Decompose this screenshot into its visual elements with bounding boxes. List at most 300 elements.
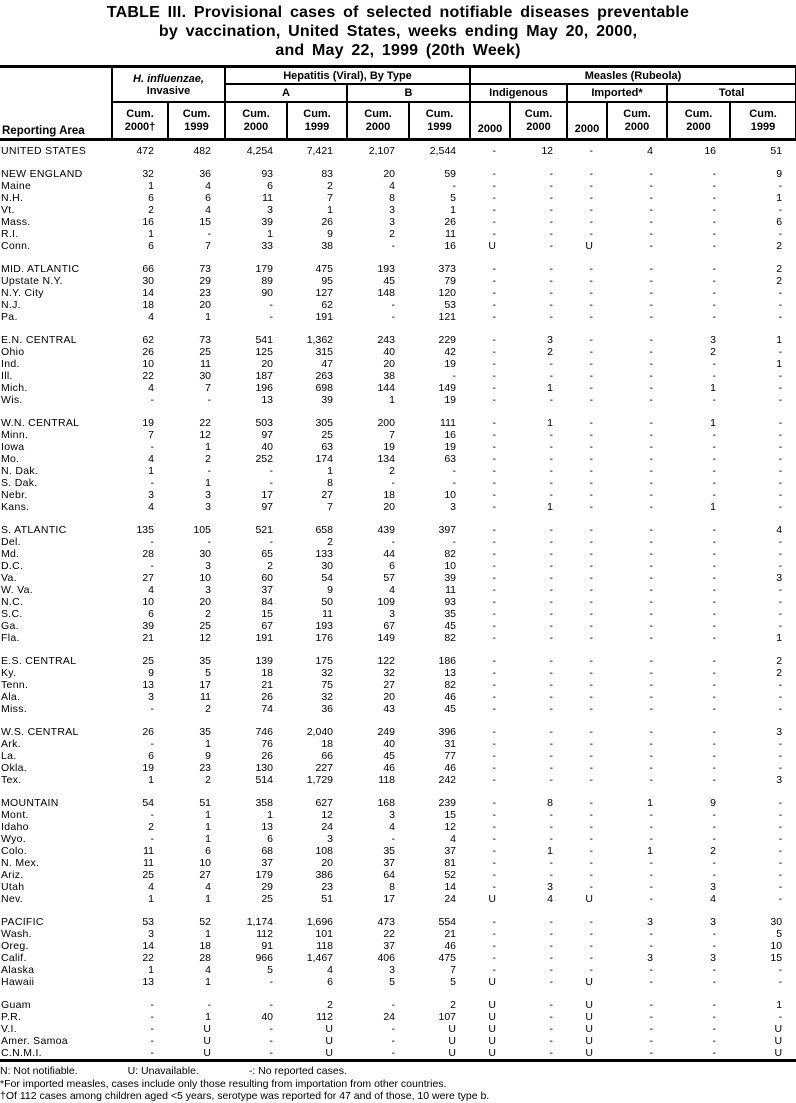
value-cell: - xyxy=(589,168,594,180)
value-cell: - xyxy=(549,465,554,477)
value-cell: 3 xyxy=(267,204,273,216)
value-cell: 1 xyxy=(776,632,783,644)
value-cell: 473 xyxy=(377,916,395,928)
value-cell: - xyxy=(778,346,783,358)
value-cell: - xyxy=(589,358,594,370)
value-cell: - xyxy=(549,726,554,738)
reporting-area-cell: N.C. xyxy=(1,596,24,608)
table-row xyxy=(0,299,796,311)
value-cell: - xyxy=(492,952,497,964)
value-cell: - xyxy=(589,228,594,240)
value-cell: 14 xyxy=(142,287,154,299)
value-cell: - xyxy=(778,370,783,382)
reporting-area-cell: Md. xyxy=(1,548,20,560)
value-cell: - xyxy=(492,429,497,441)
value-cell: 4 xyxy=(148,453,154,465)
value-cell: - xyxy=(150,441,154,453)
value-cell: 20 xyxy=(321,857,333,869)
value-cell: - xyxy=(778,180,783,192)
value-cell: - xyxy=(589,441,594,453)
value-cell: 1 xyxy=(647,797,654,809)
value-cell: 6 xyxy=(267,833,273,845)
value-cell: - xyxy=(452,180,457,192)
value-cell: 12 xyxy=(541,145,554,157)
value-cell: - xyxy=(649,976,654,988)
value-cell: - xyxy=(712,762,717,774)
value-cell: - xyxy=(649,999,654,1011)
column-header: 2000 xyxy=(470,102,510,140)
value-cell: - xyxy=(549,774,554,786)
value-cell: 28 xyxy=(199,952,211,964)
value-cell: - xyxy=(269,477,273,489)
value-cell: - xyxy=(649,774,654,786)
value-cell: - xyxy=(549,952,554,964)
value-cell: - xyxy=(712,192,717,204)
title-line-2: by vaccination, United States, weeks ending May 20, 2000, xyxy=(158,23,638,40)
value-cell: - xyxy=(150,536,154,548)
reporting-area-cell: Wash. xyxy=(1,928,32,940)
value-cell: 10 xyxy=(199,572,211,584)
value-cell: 6 xyxy=(389,560,395,572)
reporting-area-cell: Nebr. xyxy=(1,489,28,501)
value-cell: 32 xyxy=(321,691,333,703)
value-cell: 6 xyxy=(776,216,783,228)
value-cell: 60 xyxy=(261,572,273,584)
value-cell: 16 xyxy=(704,145,717,157)
value-cell: - xyxy=(589,821,594,833)
value-cell: 25 xyxy=(261,893,273,905)
value-cell: - xyxy=(778,620,783,632)
table-row xyxy=(0,952,796,964)
value-cell: - xyxy=(589,263,594,275)
reporting-area-cell: Conn. xyxy=(1,240,31,252)
value-cell: - xyxy=(150,809,154,821)
value-cell: - xyxy=(492,608,497,620)
value-cell: - xyxy=(649,726,654,738)
value-cell: 746 xyxy=(255,726,273,738)
table-row xyxy=(0,489,796,501)
value-cell: - xyxy=(549,584,554,596)
value-cell: - xyxy=(712,560,717,572)
value-cell: 193 xyxy=(377,263,395,275)
value-cell: 475 xyxy=(315,263,333,275)
value-cell: 2 xyxy=(776,655,783,667)
value-cell: - xyxy=(549,821,554,833)
value-cell: 174 xyxy=(315,453,333,465)
value-cell: - xyxy=(712,548,717,560)
value-cell: - xyxy=(589,346,594,358)
value-cell: - xyxy=(649,334,654,346)
value-cell: 396 xyxy=(438,726,457,738)
notifiable-diseases-table xyxy=(0,65,796,1062)
value-cell: - xyxy=(712,299,717,311)
value-cell: - xyxy=(649,441,654,453)
value-cell: - xyxy=(649,240,654,252)
value-cell: 46 xyxy=(444,762,457,774)
value-cell: 19 xyxy=(444,441,457,453)
value-cell: U xyxy=(488,976,497,988)
reporting-area-cell: NEW ENGLAND xyxy=(1,168,83,180)
value-cell: 1 xyxy=(205,833,211,845)
value-cell: - xyxy=(778,477,783,489)
value-cell: - xyxy=(589,940,594,952)
value-cell: - xyxy=(649,833,654,845)
value-cell: - xyxy=(649,596,654,608)
value-cell: 3 xyxy=(450,501,457,513)
value-cell: - xyxy=(549,667,554,679)
value-cell: - xyxy=(778,299,783,311)
value-cell: - xyxy=(549,703,554,715)
value-cell: 45 xyxy=(444,620,457,632)
value-cell: - xyxy=(549,477,554,489)
value-cell: 108 xyxy=(315,845,333,857)
group-header-hepatitis: Hepatitis (Viral), By Type xyxy=(225,67,470,85)
value-cell: - xyxy=(712,620,717,632)
reporting-area-cell: N.J. xyxy=(1,299,21,311)
value-cell: - xyxy=(549,441,554,453)
value-cell: 16 xyxy=(444,429,457,441)
table-row xyxy=(0,738,796,750)
value-cell: - xyxy=(649,584,654,596)
reporting-area-cell: Ky. xyxy=(1,667,17,679)
value-cell: 1 xyxy=(148,465,154,477)
value-cell: 67 xyxy=(383,620,395,632)
value-cell: 187 xyxy=(255,370,273,382)
value-cell: - xyxy=(492,548,497,560)
value-cell: - xyxy=(549,809,554,821)
value-cell: - xyxy=(589,881,594,893)
value-cell: 54 xyxy=(321,572,333,584)
value-cell: 18 xyxy=(321,738,333,750)
reporting-area-cell: Hawaii xyxy=(1,976,35,988)
value-cell: 30 xyxy=(199,548,211,560)
value-cell: 53 xyxy=(142,916,154,928)
value-cell: 76 xyxy=(261,738,273,750)
value-cell: 53 xyxy=(444,299,457,311)
value-cell: 2 xyxy=(450,999,457,1011)
value-cell: 66 xyxy=(321,750,333,762)
value-cell: - xyxy=(589,394,594,406)
value-cell: - xyxy=(649,192,654,204)
value-cell: - xyxy=(549,216,554,228)
value-cell: 35 xyxy=(199,655,211,667)
value-cell: 15 xyxy=(444,809,457,821)
value-cell: 4 xyxy=(389,821,395,833)
value-cell: U xyxy=(488,1011,497,1023)
reporting-area-cell: Amer. Samoa xyxy=(1,1035,68,1047)
value-cell: - xyxy=(150,1011,154,1023)
value-cell: - xyxy=(492,620,497,632)
value-cell: 11 xyxy=(445,228,457,240)
value-cell: 2 xyxy=(205,703,211,715)
value-cell: 1 xyxy=(267,809,273,821)
value-cell: 21 xyxy=(142,632,154,644)
value-cell: - xyxy=(712,168,717,180)
value-cell: 9 xyxy=(327,228,333,240)
value-cell: 77 xyxy=(444,750,457,762)
value-cell: 1 xyxy=(710,417,717,429)
value-cell: 21 xyxy=(444,928,457,940)
value-cell: 101 xyxy=(315,928,333,940)
value-cell: - xyxy=(649,940,654,952)
value-cell: 62 xyxy=(142,334,154,346)
value-cell: 698 xyxy=(315,382,333,394)
value-cell: - xyxy=(150,1047,154,1059)
value-cell: - xyxy=(492,703,497,715)
reporting-area-cell: Ill. xyxy=(1,370,13,382)
reporting-area-cell: Maine xyxy=(1,180,32,192)
value-cell: 3 xyxy=(776,774,783,786)
reporting-area-cell: V.I. xyxy=(1,1023,17,1035)
value-cell: - xyxy=(712,964,717,976)
value-cell: 89 xyxy=(261,275,273,287)
value-cell: 186 xyxy=(438,655,457,667)
value-cell: - xyxy=(589,726,594,738)
value-cell: - xyxy=(712,738,717,750)
value-cell: U xyxy=(774,1023,783,1035)
value-cell: - xyxy=(778,584,783,596)
value-cell: 30 xyxy=(142,275,154,287)
value-cell: - xyxy=(549,275,554,287)
value-cell: 966 xyxy=(255,952,273,964)
footnote-serotype: †Of 112 cases among children aged <5 years, serotype was reported for 47 and of those, 10 were type b. xyxy=(0,1090,490,1102)
value-cell: - xyxy=(492,358,497,370)
value-cell: 37 xyxy=(383,940,395,952)
value-cell: 6 xyxy=(148,192,154,204)
table-row xyxy=(0,513,796,536)
value-cell: 130 xyxy=(255,762,273,774)
value-cell: - xyxy=(207,228,211,240)
reporting-area-cell: S. Dak. xyxy=(1,477,38,489)
value-cell: - xyxy=(207,465,211,477)
value-cell: - xyxy=(589,489,594,501)
value-cell: - xyxy=(589,928,594,940)
value-cell: 107 xyxy=(438,1011,457,1023)
value-cell: - xyxy=(778,453,783,465)
value-cell: 6 xyxy=(205,845,211,857)
table-row xyxy=(0,180,796,192)
value-cell: 10 xyxy=(444,560,457,572)
value-cell: 4 xyxy=(710,893,717,905)
value-cell: - xyxy=(778,228,783,240)
value-cell: 4 xyxy=(148,584,154,596)
value-cell: 191 xyxy=(255,632,273,644)
value-cell: - xyxy=(649,346,654,358)
value-cell: - xyxy=(589,477,594,489)
value-cell: - xyxy=(549,928,554,940)
value-cell: - xyxy=(549,192,554,204)
value-cell: - xyxy=(778,881,783,893)
table-row xyxy=(0,608,796,620)
reporting-area-cell: La. xyxy=(1,750,17,762)
reporting-area-cell: Mont. xyxy=(1,809,29,821)
value-cell: 439 xyxy=(377,524,395,536)
value-cell: - xyxy=(549,857,554,869)
value-cell: - xyxy=(649,287,654,299)
value-cell: 32 xyxy=(321,667,333,679)
value-cell: - xyxy=(589,833,594,845)
table-row xyxy=(0,216,796,228)
value-cell: - xyxy=(492,263,497,275)
value-cell: 475 xyxy=(438,952,457,964)
reporting-area-cell: Pa. xyxy=(1,311,18,323)
value-cell: 5 xyxy=(389,976,395,988)
value-cell: U xyxy=(585,1035,594,1047)
value-cell: 43 xyxy=(383,703,395,715)
value-cell: - xyxy=(649,275,654,287)
value-cell: 1 xyxy=(547,501,554,513)
value-cell: 1 xyxy=(205,976,211,988)
value-cell: 179 xyxy=(255,869,273,881)
value-cell: - xyxy=(778,1011,783,1023)
value-cell: 2 xyxy=(710,346,717,358)
value-cell: 373 xyxy=(438,263,457,275)
value-cell: - xyxy=(492,536,497,548)
value-cell: - xyxy=(589,572,594,584)
value-cell: 22 xyxy=(383,928,395,940)
value-cell: - xyxy=(778,429,783,441)
value-cell: - xyxy=(712,608,717,620)
group-header-measles: Measles (Rubeola) xyxy=(470,67,796,85)
table-row xyxy=(0,845,796,857)
value-cell: 3 xyxy=(389,809,395,821)
value-cell: - xyxy=(589,738,594,750)
value-cell: - xyxy=(269,536,273,548)
value-cell: - xyxy=(649,964,654,976)
value-cell: 20 xyxy=(199,596,211,608)
value-cell: - xyxy=(778,738,783,750)
value-cell: - xyxy=(391,299,395,311)
value-cell: 1 xyxy=(148,893,154,905)
value-cell: - xyxy=(589,524,594,536)
value-cell: 196 xyxy=(255,382,273,394)
value-cell: - xyxy=(649,560,654,572)
value-cell: - xyxy=(391,1035,395,1047)
value-cell: 109 xyxy=(377,596,395,608)
value-cell: 47 xyxy=(321,358,333,370)
value-cell: 2 xyxy=(205,453,211,465)
value-cell: 1 xyxy=(205,441,211,453)
value-cell: - xyxy=(492,287,497,299)
value-cell: 133 xyxy=(315,548,333,560)
value-cell: 32 xyxy=(383,667,395,679)
value-cell: - xyxy=(778,417,783,429)
value-cell: 14 xyxy=(444,881,457,893)
value-cell: - xyxy=(712,584,717,596)
reporting-area-cell: Del. xyxy=(1,536,21,548)
value-cell: - xyxy=(778,560,783,572)
value-cell: 2 xyxy=(148,204,154,216)
value-cell: - xyxy=(492,584,497,596)
value-cell: 23 xyxy=(199,762,211,774)
value-cell: - xyxy=(589,287,594,299)
value-cell: - xyxy=(712,750,717,762)
value-cell: 11 xyxy=(200,358,211,370)
value-cell: - xyxy=(589,703,594,715)
value-cell: - xyxy=(649,536,654,548)
table-row xyxy=(0,548,796,560)
value-cell: 3 xyxy=(547,881,554,893)
table-row xyxy=(0,928,796,940)
value-cell: U xyxy=(325,1047,333,1059)
table-row xyxy=(0,240,796,252)
value-cell: - xyxy=(269,976,273,988)
value-cell: - xyxy=(712,632,717,644)
table-row xyxy=(0,441,796,453)
column-header: Cum. 1999 xyxy=(287,102,347,140)
value-cell: - xyxy=(712,536,717,548)
value-cell: 2 xyxy=(327,999,333,1011)
value-cell: 33 xyxy=(261,240,273,252)
value-cell: - xyxy=(649,168,654,180)
value-cell: - xyxy=(589,845,594,857)
value-cell: 26 xyxy=(321,216,333,228)
value-cell: - xyxy=(649,821,654,833)
table-row xyxy=(0,572,796,584)
table-row xyxy=(0,691,796,703)
value-cell: 17 xyxy=(199,679,211,691)
value-cell: - xyxy=(649,228,654,240)
value-cell: 1 xyxy=(547,845,554,857)
value-cell: 1,729 xyxy=(306,774,333,786)
footnote-no-reported-cases: -: No reported cases. xyxy=(248,1065,347,1077)
value-cell: 12 xyxy=(444,821,457,833)
reporting-area-cell: N. Dak. xyxy=(1,465,39,477)
value-cell: 3 xyxy=(389,216,395,228)
value-cell: - xyxy=(778,821,783,833)
value-cell: - xyxy=(649,667,654,679)
value-cell: - xyxy=(778,596,783,608)
table-row xyxy=(0,311,796,323)
value-cell: - xyxy=(649,869,654,881)
value-cell: 9 xyxy=(327,584,333,596)
value-cell: 45 xyxy=(383,275,395,287)
value-cell: - xyxy=(649,429,654,441)
value-cell: 29 xyxy=(261,881,273,893)
reporting-area-cell: Colo. xyxy=(1,845,28,857)
value-cell: - xyxy=(589,417,594,429)
value-cell: 229 xyxy=(438,334,457,346)
value-cell: 40 xyxy=(261,1011,273,1023)
reporting-area-cell: W. Va. xyxy=(1,584,33,596)
value-cell: 51 xyxy=(770,145,783,157)
subgroup-header-hepatitis-b: B xyxy=(347,84,470,102)
value-cell: 39 xyxy=(444,572,457,584)
value-cell: 118 xyxy=(378,774,395,786)
value-cell: - xyxy=(492,845,497,857)
value-cell: - xyxy=(778,703,783,715)
value-cell: - xyxy=(712,1035,717,1047)
value-cell: - xyxy=(649,370,654,382)
value-cell: - xyxy=(712,833,717,845)
value-cell: 2 xyxy=(148,821,154,833)
table-row xyxy=(0,821,796,833)
value-cell: - xyxy=(778,608,783,620)
value-cell: - xyxy=(549,536,554,548)
value-cell: - xyxy=(778,976,783,988)
value-cell: 46 xyxy=(444,940,457,952)
value-cell: - xyxy=(589,655,594,667)
column-header: Cum. 2000 xyxy=(225,102,287,140)
value-cell: - xyxy=(589,679,594,691)
value-cell: - xyxy=(269,1023,273,1035)
value-cell: 20 xyxy=(383,691,395,703)
value-cell: - xyxy=(549,964,554,976)
table-row xyxy=(0,667,796,679)
value-cell: - xyxy=(269,1047,273,1059)
value-cell: - xyxy=(492,204,497,216)
value-cell: U xyxy=(585,1023,594,1035)
